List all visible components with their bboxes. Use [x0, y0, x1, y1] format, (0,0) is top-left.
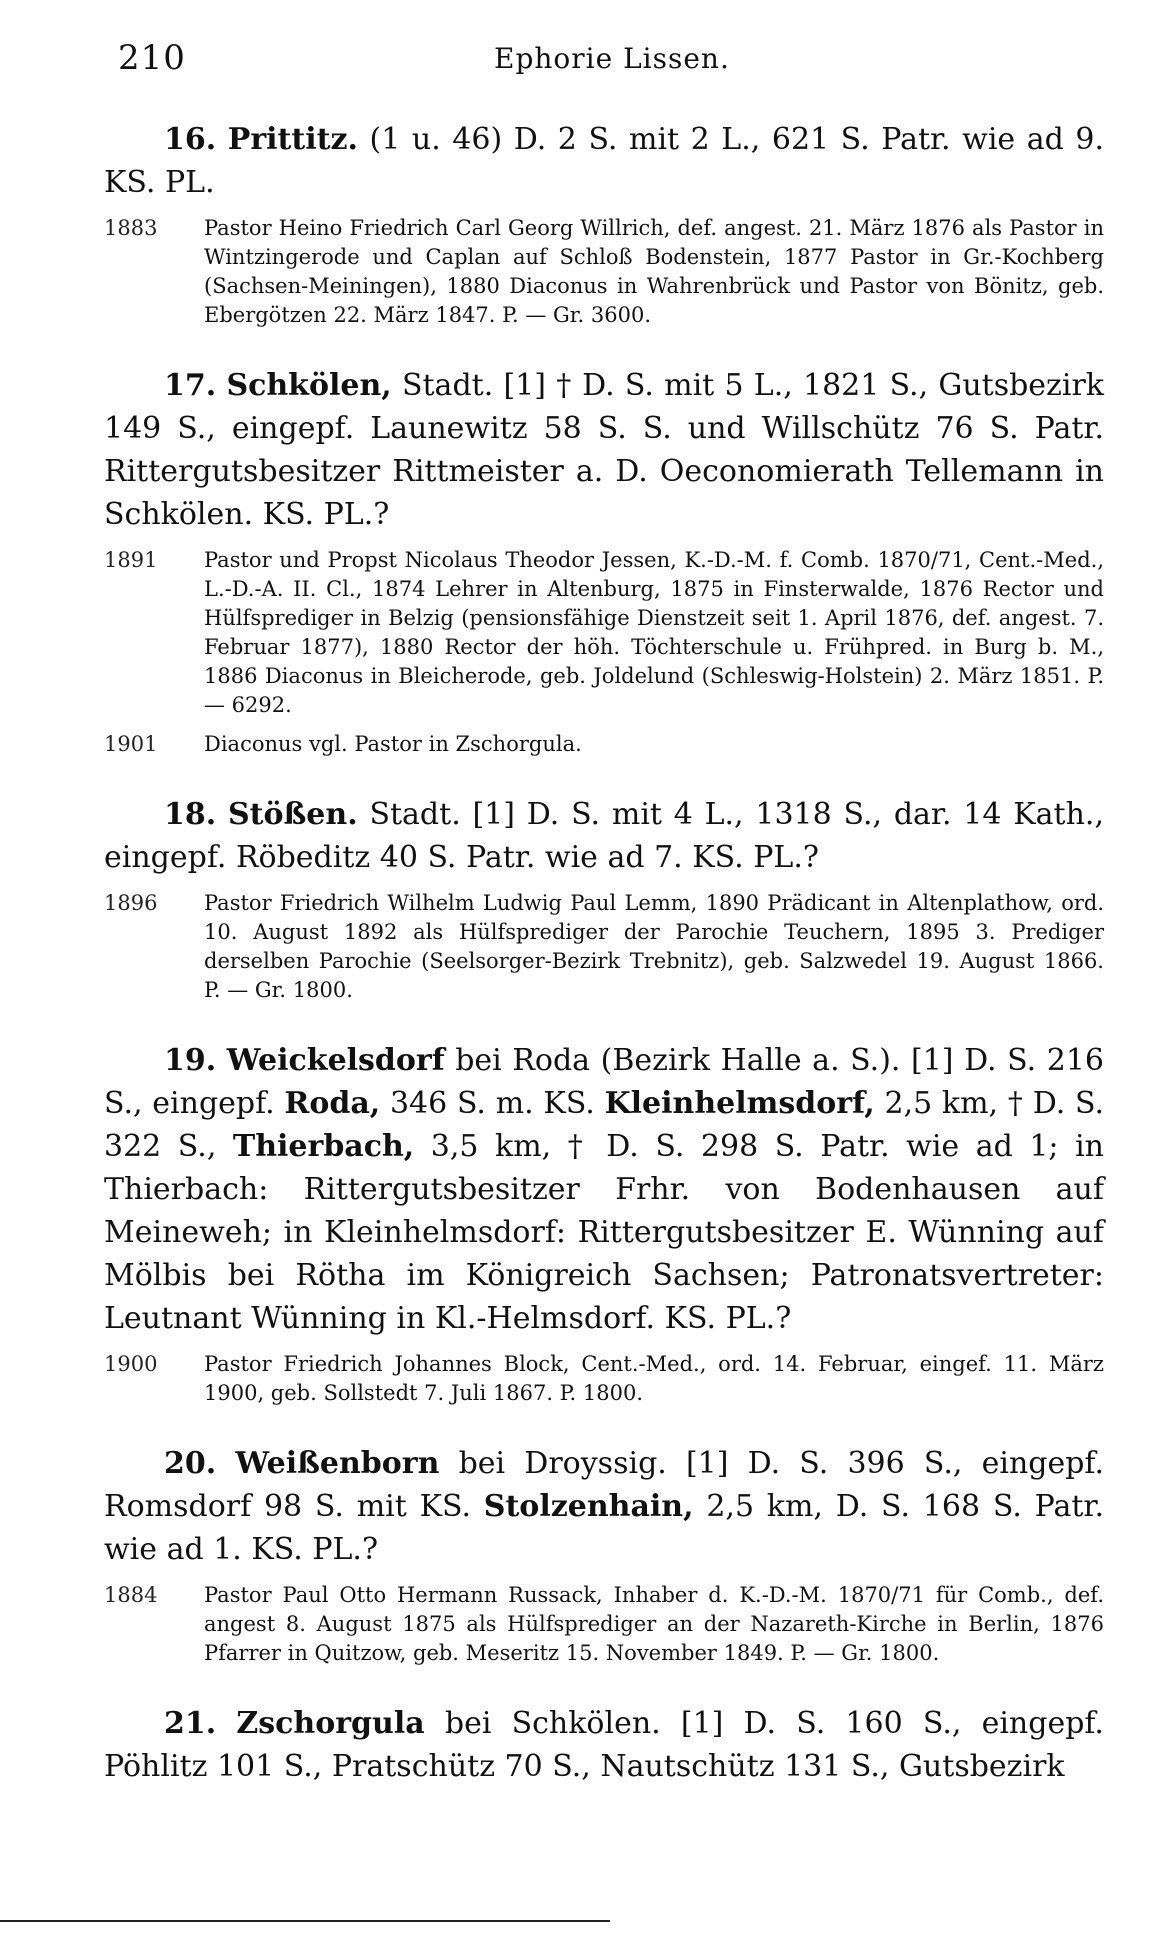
- entry-18: [104, 793, 1104, 1005]
- place-name: Schkölen,: [226, 368, 392, 403]
- record-year: 1883: [104, 216, 158, 240]
- entries: [104, 118, 1104, 1822]
- entry-description-part: 3,5 km, † D. S. 298 S. Patr. wie ad 1; in Thierbach: Rittergutsbesitzer Frhr. von Bodenhausen auf Meineweh; in Kleinhelmsdorf: Rittergutsbesitzer E. Wünning auf Mölbis bei Rötha im Königreich Sachsen; Patronatsvertreter: Leutnant Wünning in Kl.-Helmsdorf. KS. PL.?: [104, 1129, 1104, 1336]
- place-name: Zschorgula: [236, 1706, 425, 1741]
- entry-number: 21.: [164, 1706, 217, 1741]
- record-text: Pastor und Propst Nicolaus Theodor Jessen, K.-D.-M. f. Comb. 1870/71, Cent.-Med., L.-D.-A. II. Cl., 1874 Lehrer in Altenburg, 1875 in Finsterwalde, 1876 Rector und Hülfsprediger in Belzig (pensionsfähige Dienstzeit seit 1. April 1876, def. angest. 7. Februar 1877), 1880 Rector der höh. Töchterschule u. Frühpred. in Burg b. M., 1886 Diaconus in Bleicherode, geb. Joldelund (Schleswig-Holstein) 2. März 1851. P. — 6292.: [204, 548, 1104, 717]
- entry-number: 18.: [164, 797, 217, 832]
- entry-head: [104, 1702, 1104, 1788]
- record: [104, 546, 1104, 720]
- entry-20: [104, 1442, 1104, 1668]
- entry-description: bei Schkölen. [1] D. S. 160 S., eingepf. Pöhlitz 101 S., Pratschütz 70 S., Nautschütz 131 S., Gutsbezirk: [104, 1706, 1104, 1784]
- place-name: Weißenborn: [235, 1446, 440, 1481]
- record-year: 1901: [104, 732, 158, 756]
- record-text: Pastor Friedrich Wilhelm Ludwig Paul Lemm, 1890 Prädicant in Altenplathow, ord. 10. August 1892 als Hülfsprediger der Parochie Teuchern, 1895 3. Prediger derselben Parochie (Seelsorger-Bezirk Trebnitz), geb. Salzwedel 19. August 1866. P. — Gr. 1800.: [204, 891, 1104, 1002]
- entry-head: [104, 1442, 1104, 1571]
- entry-17: [104, 364, 1104, 759]
- entry-description-part: 2,5 km, † D. S. 322 S.,: [104, 1086, 1105, 1164]
- entry-21: [104, 1702, 1104, 1788]
- record-list: [104, 889, 1104, 1005]
- record-text: Diaconus vgl. Pastor in Zschorgula.: [204, 732, 582, 756]
- record-text: Pastor Heino Friedrich Carl Georg Willrich, def. angest. 21. März 1876 als Pastor in Wintzingerode und Caplan auf Schloß Bodenstein, 1877 Pastor in Gr.-Kochberg (Sachsen-Meiningen), 1880 Diaconus in Wahrenbrück und Pastor von Bönitz, geb. Ebergötzen 22. März 1847. P. — Gr. 3600.: [204, 216, 1104, 327]
- entry-head: [104, 793, 1104, 879]
- entry-description: Stadt. [1] D. S. mit 4 L., 1318 S., dar. 14 Kath., eingepf. Röbeditz 40 S. Patr. wie ad 7. KS. PL.?: [104, 797, 1104, 875]
- place-name: Stößen.: [227, 797, 358, 832]
- entry-head: [104, 364, 1104, 536]
- record-text: Pastor Friedrich Johannes Block, Cent.-Med., ord. 14. Februar, eingef. 11. März 1900, geb. Sollstedt 7. Juli 1867. P. 1800.: [204, 1352, 1104, 1405]
- page-number: 210: [118, 38, 186, 78]
- record-list: [104, 1581, 1104, 1668]
- entry-number: 17.: [164, 368, 217, 403]
- entry-16: [104, 118, 1104, 330]
- sub-place-name: Roda,: [284, 1086, 381, 1121]
- entry-description-part: 2,5 km, D. S. 168 S. Patr. wie ad 1. KS. PL.?: [104, 1489, 1104, 1567]
- record: [104, 214, 1104, 330]
- record-list: [104, 546, 1104, 759]
- place-name: Prittitz.: [227, 122, 358, 157]
- entry-description: Stadt. [1] † D. S. mit 5 L., 1821 S., Gutsbezirk 149 S., eingepf. Launewitz 58 S. S. und Willschütz 76 S. Patr. Rittergutsbesitzer Rittmeister a. D. Oeconomierath Tellemann in Schkölen. KS. PL.?: [104, 368, 1104, 532]
- page-header: [118, 38, 1108, 86]
- place-name: Weickelsdorf: [226, 1043, 445, 1078]
- entry-19: [104, 1039, 1104, 1408]
- entry-number: 16.: [164, 122, 217, 157]
- record-year: 1884: [104, 1583, 158, 1607]
- record-list: [104, 214, 1104, 330]
- sub-place-name: Stolzenhain,: [483, 1489, 694, 1524]
- record: [104, 889, 1104, 1005]
- entry-head: [104, 118, 1104, 204]
- record: [104, 1350, 1104, 1408]
- record-year: 1891: [104, 548, 158, 572]
- record-text: Pastor Paul Otto Hermann Russack, Inhaber d. K.-D.-M. 1870/71 für Comb., def. angest 8. August 1875 als Hülfsprediger an der Nazareth-Kirche in Berlin, 1876 Pfarrer in Quitzow, geb. Meseritz 15. November 1849. P. — Gr. 1800.: [204, 1583, 1104, 1665]
- entry-description: (1 u. 46) D. 2 S. mit 2 L., 621 S. Patr. wie ad 9. KS. PL.: [104, 122, 1104, 200]
- entry-description-part: bei Droyssig. [1] D. S. 396 S., eingepf. Romsdorf 98 S. mit KS.: [104, 1446, 1105, 1524]
- record: [104, 1581, 1104, 1668]
- record: [104, 730, 1104, 759]
- entry-number: 20.: [164, 1446, 217, 1481]
- entry-head: [104, 1039, 1104, 1340]
- running-title: Ephorie Lissen.: [494, 42, 730, 75]
- record-year: 1900: [104, 1352, 158, 1376]
- entry-description-part: bei Roda (Bezirk Halle a. S.). [1] D. S. 216 S., eingepf.: [104, 1043, 1104, 1121]
- record-list: [104, 1350, 1104, 1408]
- entry-description-part: 346 S. m. KS.: [380, 1086, 605, 1121]
- bottom-rule: [0, 1920, 610, 1922]
- sub-place-name: Thierbach,: [232, 1129, 415, 1164]
- record-year: 1896: [104, 891, 158, 915]
- entry-number: 19.: [164, 1043, 217, 1078]
- sub-place-name: Kleinhelmsdorf,: [604, 1086, 875, 1121]
